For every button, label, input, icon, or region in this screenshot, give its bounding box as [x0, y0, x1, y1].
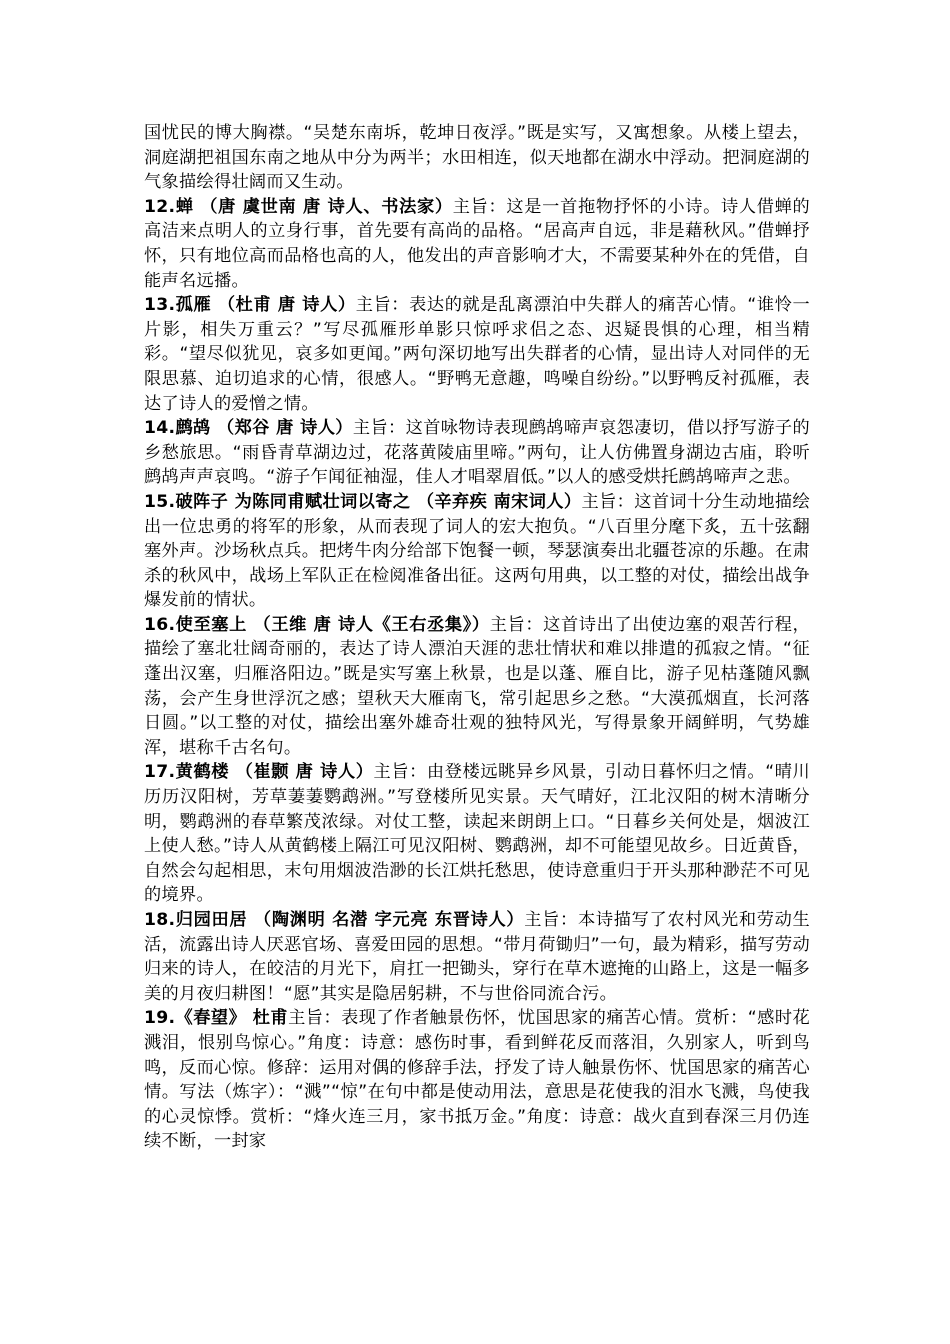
intro-paragraph: 国忧民的博大胸襟。“吴楚东南坼，乾坤日夜浮。”既是实写，又寓想象。从楼上望去，洞庭湖把祖国东南之地从中分为两半；水田相连，似天地都在湖水中浮动。把洞庭湖的气象描绘得壮阔而又生动。: [144, 123, 810, 193]
entry-16: [144, 613, 810, 761]
entry-12-body: 主旨：这是一首拖物抒怀的小诗。诗人借蝉的高洁来点明人的立身行事，首先要有高尚的品格。“居高声自远，非是藉秋风。”借蝉抒怀，只有地位高而品格也高的人，他发出的声音影响才大，不需要某种外在的凭借，自能声名远播。: [144, 196, 810, 291]
entry-17-body: 主旨：由登楼远眺异乡风景，引动日暮怀归之情。“晴川历历汉阳树，芳草萋萋鹦鹉洲。”写登楼所见实景。天气晴好，江北汉阳的树木清晰分明，鹦鹉洲的春草繁茂浓绿。对仗工整，读起来朗朗上口。“日暮乡关何处是，烟波江上使人愁。”诗人从黄鹤楼上隔江可见汉阳树、鹦鹉洲，却不可能望见故乡。日近黄昏，自然会勾起相思，末句用烟波浩渺的长江烘托愁思，使诗意重归于开头那种渺茫不可见的境界。: [144, 762, 811, 906]
entry-19: [144, 1006, 810, 1154]
entry-15-body: 主旨：这首词十分生动地描绘出一位忠勇的将军的形象，从而表现了词人的宏大抱负。“八百里分麾下炙，五十弦翻塞外声。沙场秋点兵。把烤牛肉分给部下饱餐一顿，琴瑟演奏出北疆苍凉的乐趣。在肃杀的秋风中，战场上军队正在检阅准备出征。这两句用典，以工整的对仗，描绘出战争爆发前的情状。: [144, 491, 810, 611]
entry-19-heading: 19.《春望》 杜甫: [144, 1008, 289, 1029]
entry-17: [144, 760, 810, 908]
entry-16-heading: 16.使至塞上 （王维 唐 诗人《王右丞集》）: [144, 614, 490, 635]
entry-12-heading: 12.蝉 （唐 虞世南 唐 诗人、书法家）: [144, 196, 453, 217]
entry-18-body: 主旨：本诗描写了农村风光和劳动生活，流露出诗人厌恶官场、喜爱田园的思想。“带月荷锄归”一句，最为精彩，描写劳动归来的诗人，在皎洁的月光下，肩扛一把锄头，穿行在草木遮掩的山路上，这是一幅多美的月夜归耕图！“愿”其实是隐居躬耕，不与世俗同流合污。: [144, 910, 810, 1004]
entry-14-heading: 14.鹧鸪 （郑谷 唐 诗人）: [144, 418, 353, 439]
entry-12: [144, 195, 810, 293]
entry-13-body: 主旨：表达的就是乱离漂泊中失群人的痛苦心情。“谁怜一片影，相失万重云？”写尽孤雁形单影只惊呼求侣之态、迟疑畏惧的心理，相当精彩。“望尽似犹见，哀多如更闻。”两句深切地写出失群者的心情，显出诗人对同伴的无限思慕、迫切追求的心情，很感人。“野鸭无意趣，鸣噪自纷纷。”以野鸭反衬孤雁，表达了诗人的爱憎之情。: [144, 295, 810, 414]
entry-14: [144, 416, 810, 490]
entry-14-body: 主旨：这首咏物诗表现鹧鸪啼声哀怨凄切，借以抒写游子的乡愁旅思。“雨昏青草湖边过，花落黄陵庙里啼。”两句，让人仿佛置身湖边古庙，聆听鹧鸪声声哀鸣。“游子乍闻征袖湿，佳人才唱翠眉低。”以人的感受烘托鹧鸪啼声之悲。: [144, 418, 810, 488]
entry-13-heading: 13.孤雁 （杜甫 唐 诗人）: [144, 295, 356, 316]
entry-15: [144, 490, 810, 613]
entry-19-body: 主旨：表现了作者触景伤怀，忧国思家的痛苦心情。赏析：“感时花溅泪，恨别鸟惊心。”角度：诗意：感伤时事，看到鲜花反而落泪，久别家人，听到鸟鸣，反而心惊。修辞：运用对偶的修辞手法，抒发了诗人触景伤怀、忧国思家的痛苦心情。写法（炼字）：“溅”“惊”在句中都是使动用法，意思是花使我的泪水飞溅，鸟使我的心灵惊悸。赏析：“烽火连三月，家书抵万金。”角度：诗意：战火直到春深三月仍连续不断，一封家: [144, 1008, 810, 1152]
entry-18-heading: 18.归园田居 （陶渊明 名潜 字元亮 东晋诗人）: [144, 910, 525, 930]
entry-18: [144, 908, 810, 1006]
entry-15-heading: 15.破阵子 为陈同甫赋壮词以寄之 （辛弃疾 南宋词人）: [144, 491, 582, 512]
entry-17-heading: 17.黄鹤楼 （崔颢 唐 诗人）: [144, 762, 374, 783]
entry-13: [144, 293, 810, 416]
document-page: [144, 121, 810, 1154]
entry-16-body: 主旨：这首诗出了出使边塞的艰苦行程，描绘了塞北壮阔奇丽的，表达了诗人漂泊天涯的悲壮情状和难以排遣的孤寂之情。“征蓬出汉塞，归雁洛阳边。”既是实写塞上秋景，也是以蓬、雁自比，游子见枯蓬随风飘荡，会产生身世浮沉之感；望秋天大雁南飞，常引起思乡之愁。“大漠孤烟直，长河落日圆。”以工整的对仗，描绘出塞外雄奇壮观的独特风光，写得景象开阔鲜明，气势雄浑，堪称千古名句。: [144, 614, 810, 758]
